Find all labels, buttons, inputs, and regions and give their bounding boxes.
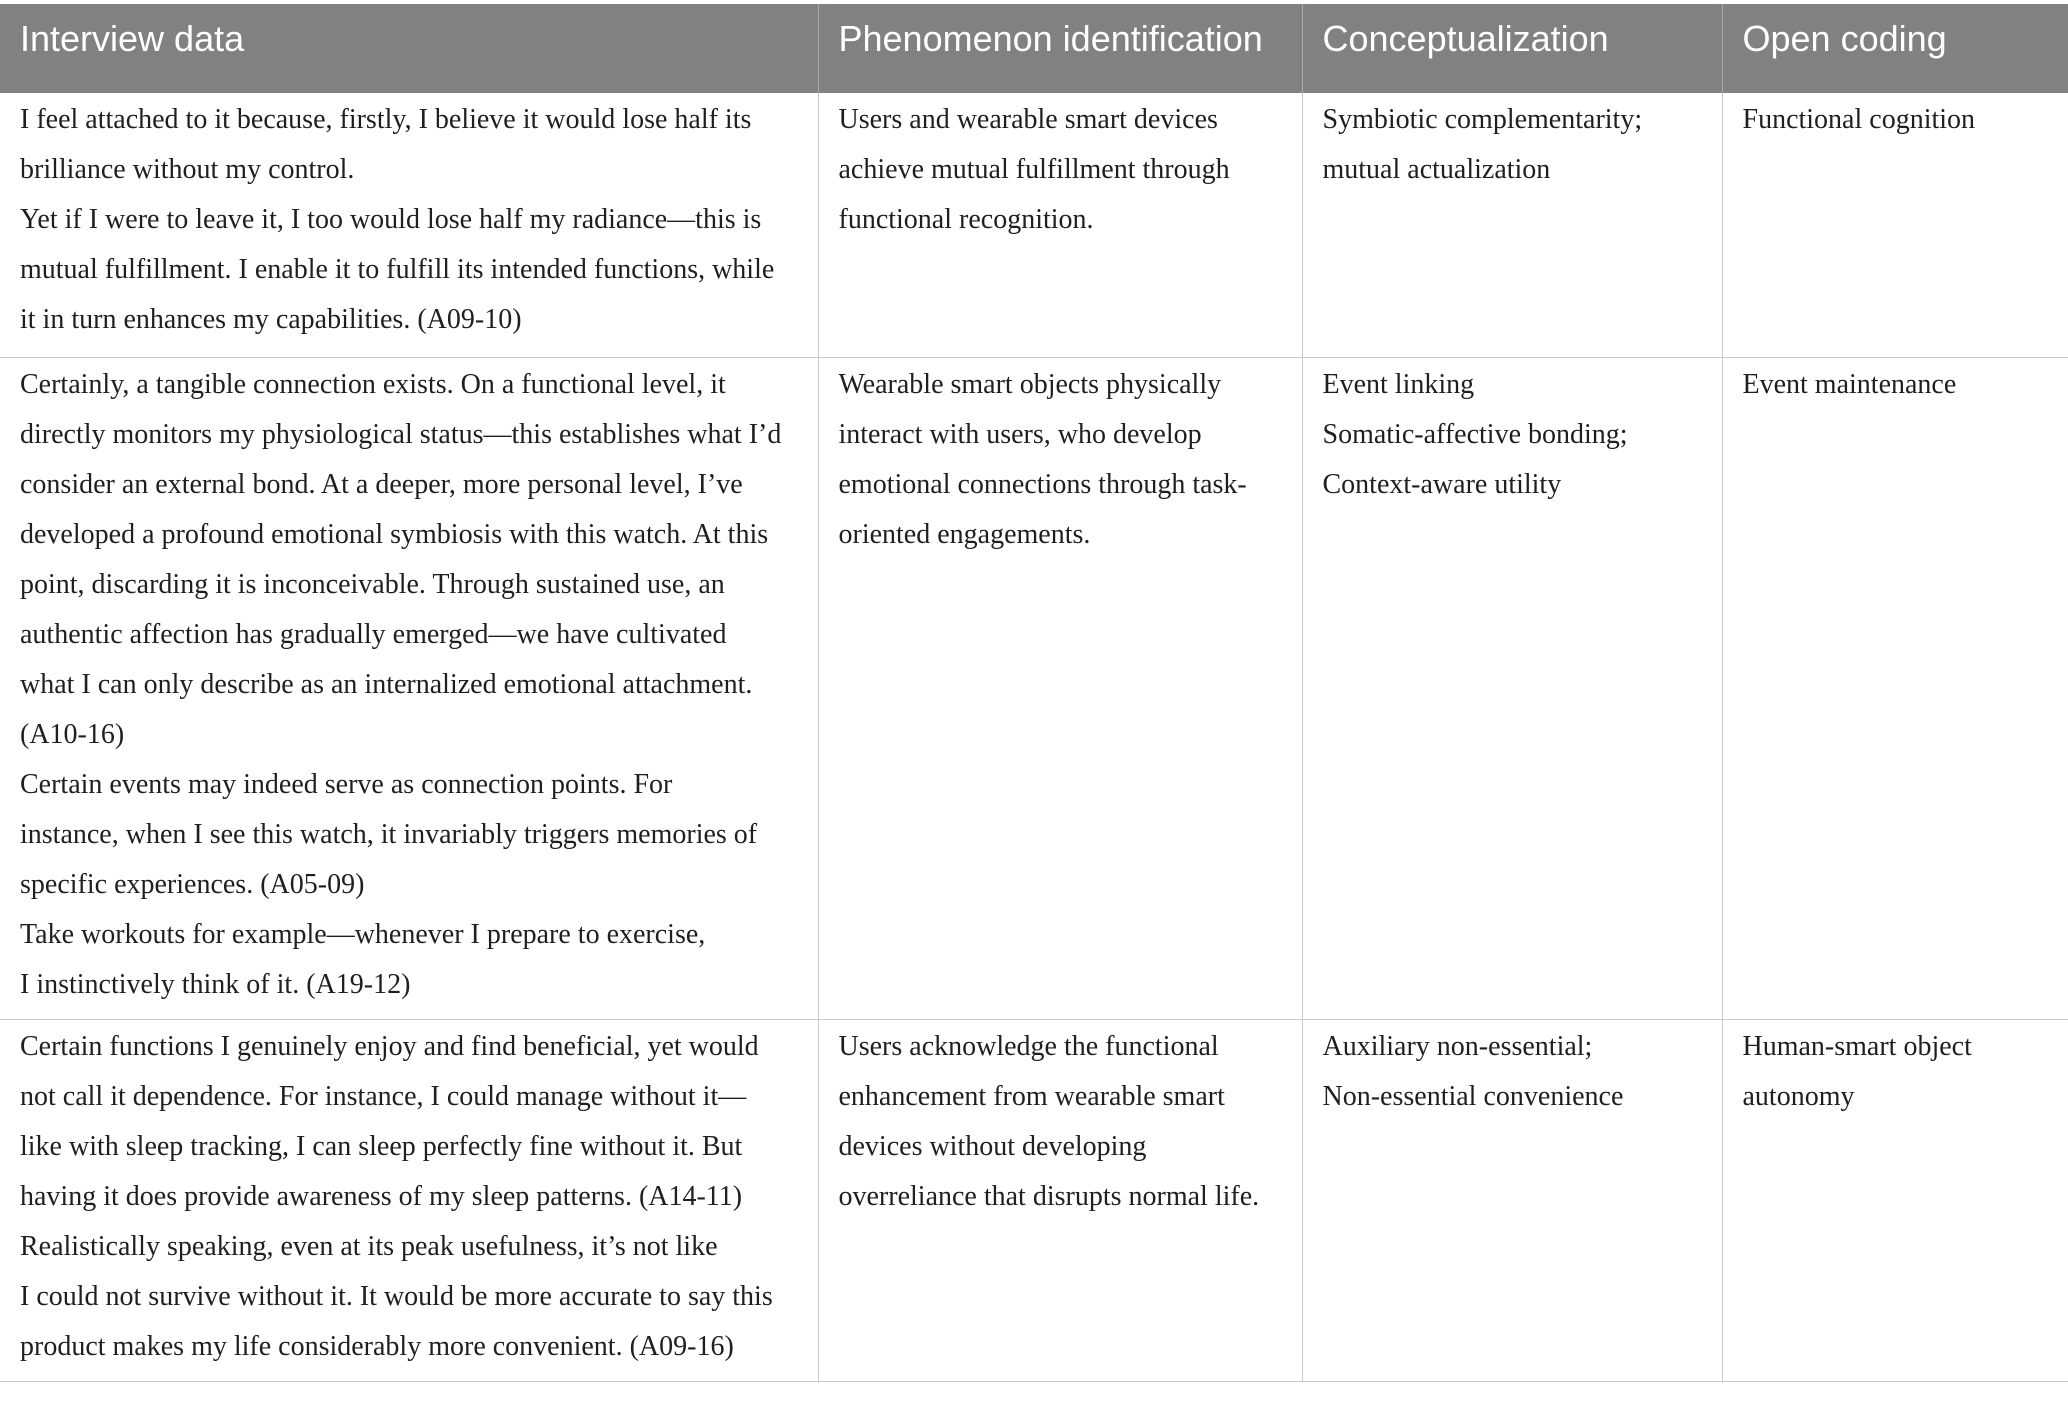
- conceptualization-cell: [1302, 357, 1722, 1019]
- text-line: Yet if I were to leave it, I too would lose half my radiance—this is: [20, 204, 762, 235]
- phenomenon-cell: [818, 93, 1302, 357]
- text-line: Event maintenance: [1742, 368, 1957, 400]
- open-coding-cell: [1722, 93, 2068, 357]
- text-line: functional recognition.: [838, 204, 1094, 235]
- table-row: [0, 93, 2068, 357]
- text-line: Functional cognition: [1742, 104, 1976, 135]
- table-header: [0, 4, 2068, 93]
- text-line: Take workouts for example—whenever I prepare to exercise,: [20, 918, 706, 950]
- text-line: Auxiliary non-essential;: [1322, 1030, 1593, 1062]
- conceptualization-cell: [1302, 93, 1722, 357]
- text-line: I instinctively think of it. (A19-12): [20, 968, 411, 1000]
- header-row: [0, 4, 2068, 93]
- text-line: overreliance that disrupts normal life.: [838, 1180, 1260, 1212]
- text-line: developed a profound emotional symbiosis with this watch. At this: [20, 518, 769, 550]
- interview-cell: [0, 93, 818, 357]
- text-line: Non-essential convenience: [1322, 1080, 1624, 1112]
- text-line: Realistically speaking, even at its peak usefulness, it’s not like: [20, 1230, 718, 1262]
- text-line: it in turn enhances my capabilities. (A09-10): [20, 304, 522, 335]
- text-line: what I can only describe as an internalized emotional attachment.: [20, 668, 753, 700]
- coding-table: [0, 4, 2068, 1382]
- header-interview-data: Interview data: [0, 4, 818, 93]
- text-line: Certain events may indeed serve as connection points. For: [20, 768, 673, 800]
- text-line: Certainly, a tangible connection exists. On a functional level, it: [20, 368, 726, 400]
- text-line: Event linking: [1322, 368, 1475, 400]
- text-line: product makes my life considerably more convenient. (A09-16): [20, 1330, 734, 1362]
- text-line: Certain functions I genuinely enjoy and find beneficial, yet would: [20, 1030, 759, 1062]
- header-conceptualization: Conceptualization: [1302, 4, 1722, 93]
- text-line: Somatic-affective bonding;: [1322, 418, 1628, 450]
- table-row: [0, 1019, 2068, 1381]
- text-line: having it does provide awareness of my sleep patterns. (A14-11): [20, 1180, 743, 1212]
- text-line: consider an external bond. At a deeper, more personal level, I’ve: [20, 468, 743, 500]
- text-line: Users acknowledge the functional: [838, 1030, 1219, 1062]
- text-line: authentic affection has gradually emerged—we have cultivated: [20, 618, 727, 650]
- table-row: [0, 357, 2068, 1019]
- text-line: Symbiotic complementarity;: [1322, 104, 1643, 135]
- text-line: mutual fulfillment. I enable it to fulfill its intended functions, while: [20, 254, 775, 285]
- text-line: achieve mutual fulfillment through: [838, 154, 1230, 185]
- text-line: point, discarding it is inconceivable. Through sustained use, an: [20, 568, 725, 600]
- text-line: enhancement from wearable smart: [838, 1080, 1225, 1112]
- text-line: instance, when I see this watch, it invariably triggers memories of: [20, 818, 758, 850]
- text-line: (A10-16): [20, 718, 125, 750]
- text-line: devices without developing: [838, 1130, 1147, 1162]
- header-phenomenon-identification: Phenomenon identification: [818, 4, 1302, 93]
- text-line: not call it dependence. For instance, I could manage without it—: [20, 1080, 747, 1112]
- text-line: directly monitors my physiological status—this establishes what I’d: [20, 418, 782, 450]
- text-line: autonomy: [1742, 1080, 1855, 1112]
- text-line: Wearable smart objects physically: [838, 368, 1222, 400]
- text-line: Users and wearable smart devices: [838, 104, 1218, 135]
- interview-cell: [0, 1019, 818, 1381]
- text-line: Context-aware utility: [1322, 468, 1562, 500]
- interview-cell: [0, 357, 818, 1019]
- text-line: emotional connections through task-: [838, 468, 1247, 500]
- phenomenon-cell: [818, 1019, 1302, 1381]
- open-coding-cell: [1722, 1019, 2068, 1381]
- text-line: interact with users, who develop: [838, 418, 1202, 450]
- table-body: [0, 93, 2068, 1381]
- text-line: oriented engagements.: [838, 518, 1091, 550]
- text-line: Human-smart object: [1742, 1030, 1972, 1062]
- open-coding-cell: [1722, 357, 2068, 1019]
- phenomenon-cell: [818, 357, 1302, 1019]
- header-open-coding: Open coding: [1722, 4, 2068, 93]
- text-line: specific experiences. (A05-09): [20, 868, 365, 900]
- text-line: I could not survive without it. It would be more accurate to say this: [20, 1280, 773, 1312]
- conceptualization-cell: [1302, 1019, 1722, 1381]
- text-line: mutual actualization: [1322, 154, 1551, 185]
- text-line: I feel attached to it because, firstly, I believe it would lose half its: [20, 104, 752, 135]
- text-line: like with sleep tracking, I can sleep perfectly fine without it. But: [20, 1130, 743, 1162]
- text-line: brilliance without my control.: [20, 154, 355, 185]
